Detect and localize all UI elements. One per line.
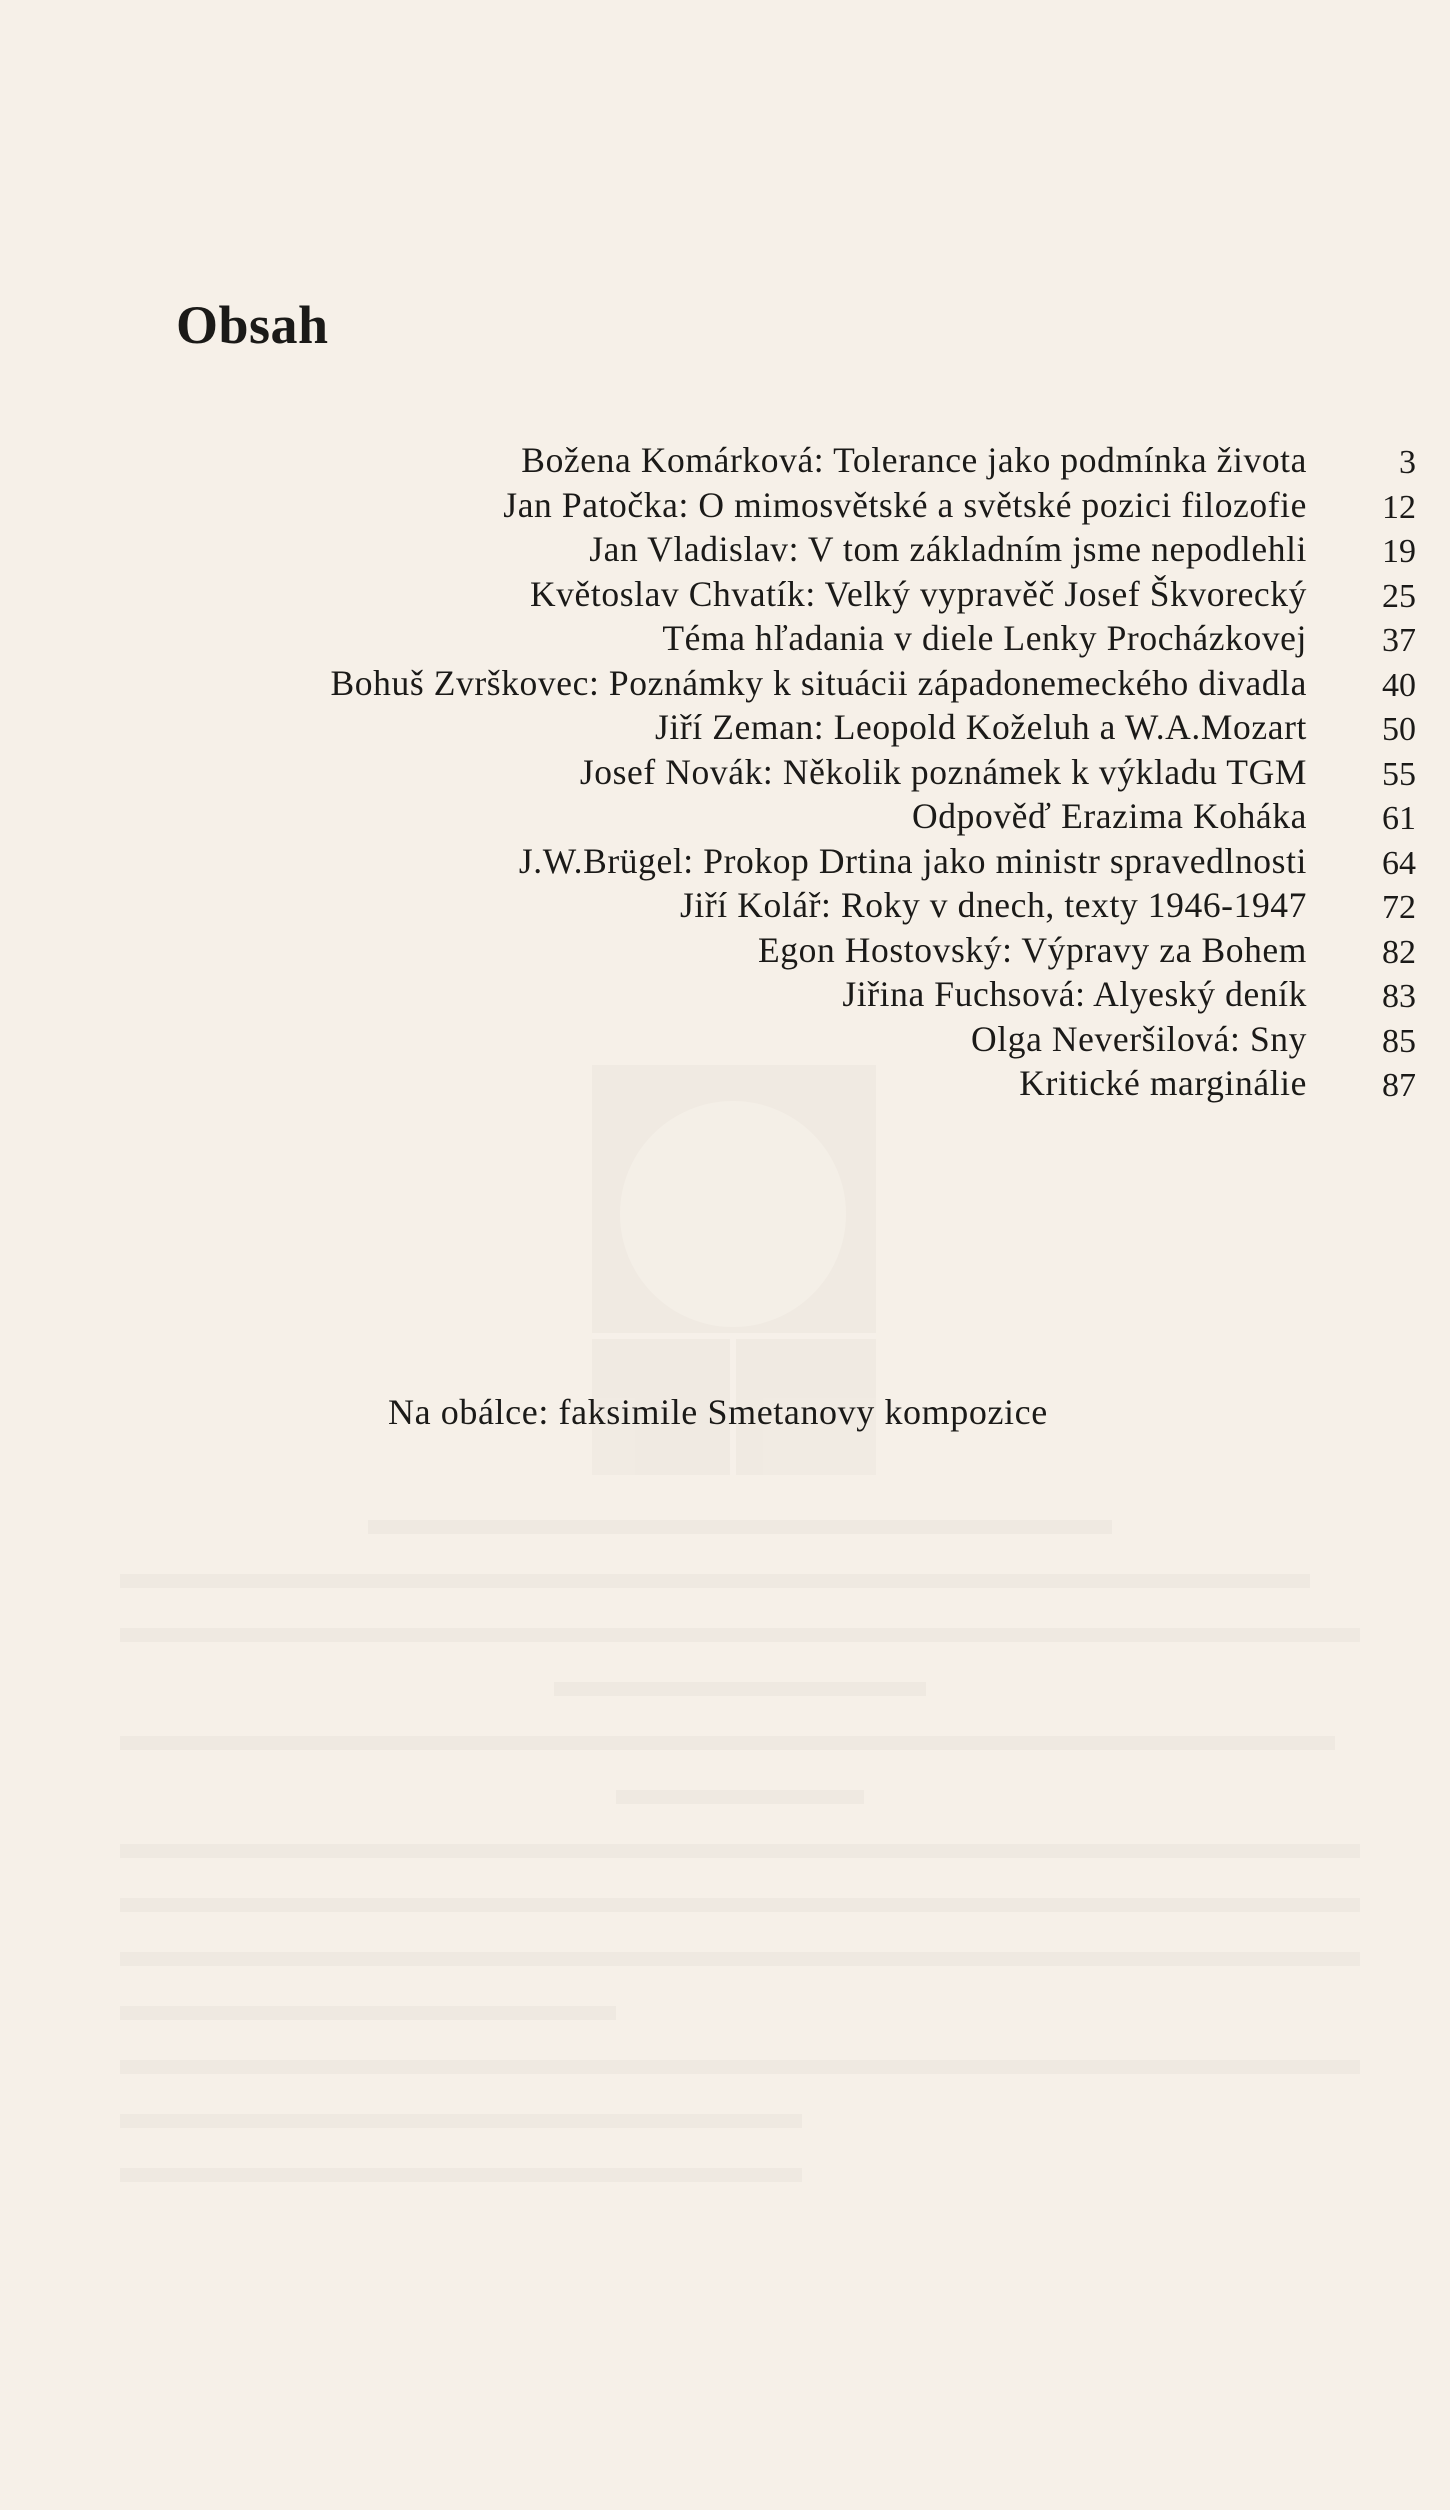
toc-row [0, 483, 1450, 528]
toc-page-number: 37 [1382, 622, 1416, 659]
toc-entry-title: Olga Neveršilová: Sny [971, 1018, 1307, 1059]
toc-row [0, 1061, 1450, 1106]
page-title: Obsah [176, 295, 329, 356]
toc-page-number: 40 [1382, 666, 1416, 704]
toc-row [0, 438, 1450, 483]
toc-page-number: 61 [1382, 800, 1416, 837]
toc-page-number: 25 [1382, 577, 1416, 615]
toc-page-number: 87 [1382, 1067, 1416, 1104]
cover-note: Na obálce: faksimile Smetanovy kompozice [388, 1392, 1048, 1432]
toc-page-number: 50 [1382, 711, 1416, 748]
toc-page-number: 55 [1382, 755, 1416, 793]
toc-entry-title: Božena Komárková: Tolerance jako podmínka života [521, 440, 1307, 480]
toc-entry-title: Egon Hostovský: Výpravy za Bohem [757, 929, 1307, 970]
toc-row [0, 705, 1450, 750]
toc-entry-title: Kritické marginálie [1019, 1063, 1307, 1103]
toc-entry-title: Květoslav Chvatík: Velký vypravěč Josef Škvorecký [529, 573, 1307, 614]
toc-row [0, 883, 1450, 928]
toc-entry-title: Josef Novák: Několik poznámek k výkladu TGM [579, 751, 1307, 792]
toc-entry-title: Jan Vladislav: V tom základním jsme nepodlehli [589, 529, 1307, 569]
toc-page-number: 64 [1382, 844, 1416, 882]
toc-entry-title: Odpověď Erazima Koháka [912, 796, 1307, 836]
toc-entry-title: J.W.Brügel: Prokop Drtina jako ministr spravedlnosti [518, 840, 1307, 881]
toc-page-number: 19 [1382, 533, 1416, 570]
toc-page-number: 85 [1382, 1022, 1416, 1060]
toc-row [0, 616, 1450, 661]
toc-page-number: 3 [1399, 444, 1416, 481]
toc-row [0, 527, 1450, 572]
toc-row [0, 972, 1450, 1017]
toc-page-number: 83 [1382, 978, 1416, 1015]
toc-page-number: 82 [1382, 933, 1416, 971]
toc-entry-title: Jiří Zeman: Leopold Koželuh a W.A.Mozart [655, 707, 1307, 747]
toc-entry-title: Téma hľadania v diele Lenky Procházkovej [662, 618, 1307, 658]
toc-row [0, 928, 1450, 973]
toc-row [0, 794, 1450, 839]
toc-row [0, 572, 1450, 617]
show-through-text [120, 1520, 1360, 2280]
toc-entry-title: Bohuš Zvrškovec: Poznámky k situácii západonemeckého divadla [330, 662, 1307, 703]
toc-entry-title: Jiřina Fuchsová: Alyeský deník [842, 974, 1307, 1014]
toc-row [0, 661, 1450, 706]
table-of-contents [0, 438, 1450, 1106]
toc-page-number: 72 [1382, 889, 1416, 926]
toc-page-number: 12 [1382, 488, 1416, 526]
toc-entry-title: Jiří Kolář: Roky v dnech, texty 1946-1947 [679, 885, 1307, 925]
toc-row [0, 1017, 1450, 1062]
toc-row [0, 839, 1450, 884]
toc-row [0, 750, 1450, 795]
toc-entry-title: Jan Patočka: O mimosvětské a světské pozici filozofie [503, 484, 1307, 525]
